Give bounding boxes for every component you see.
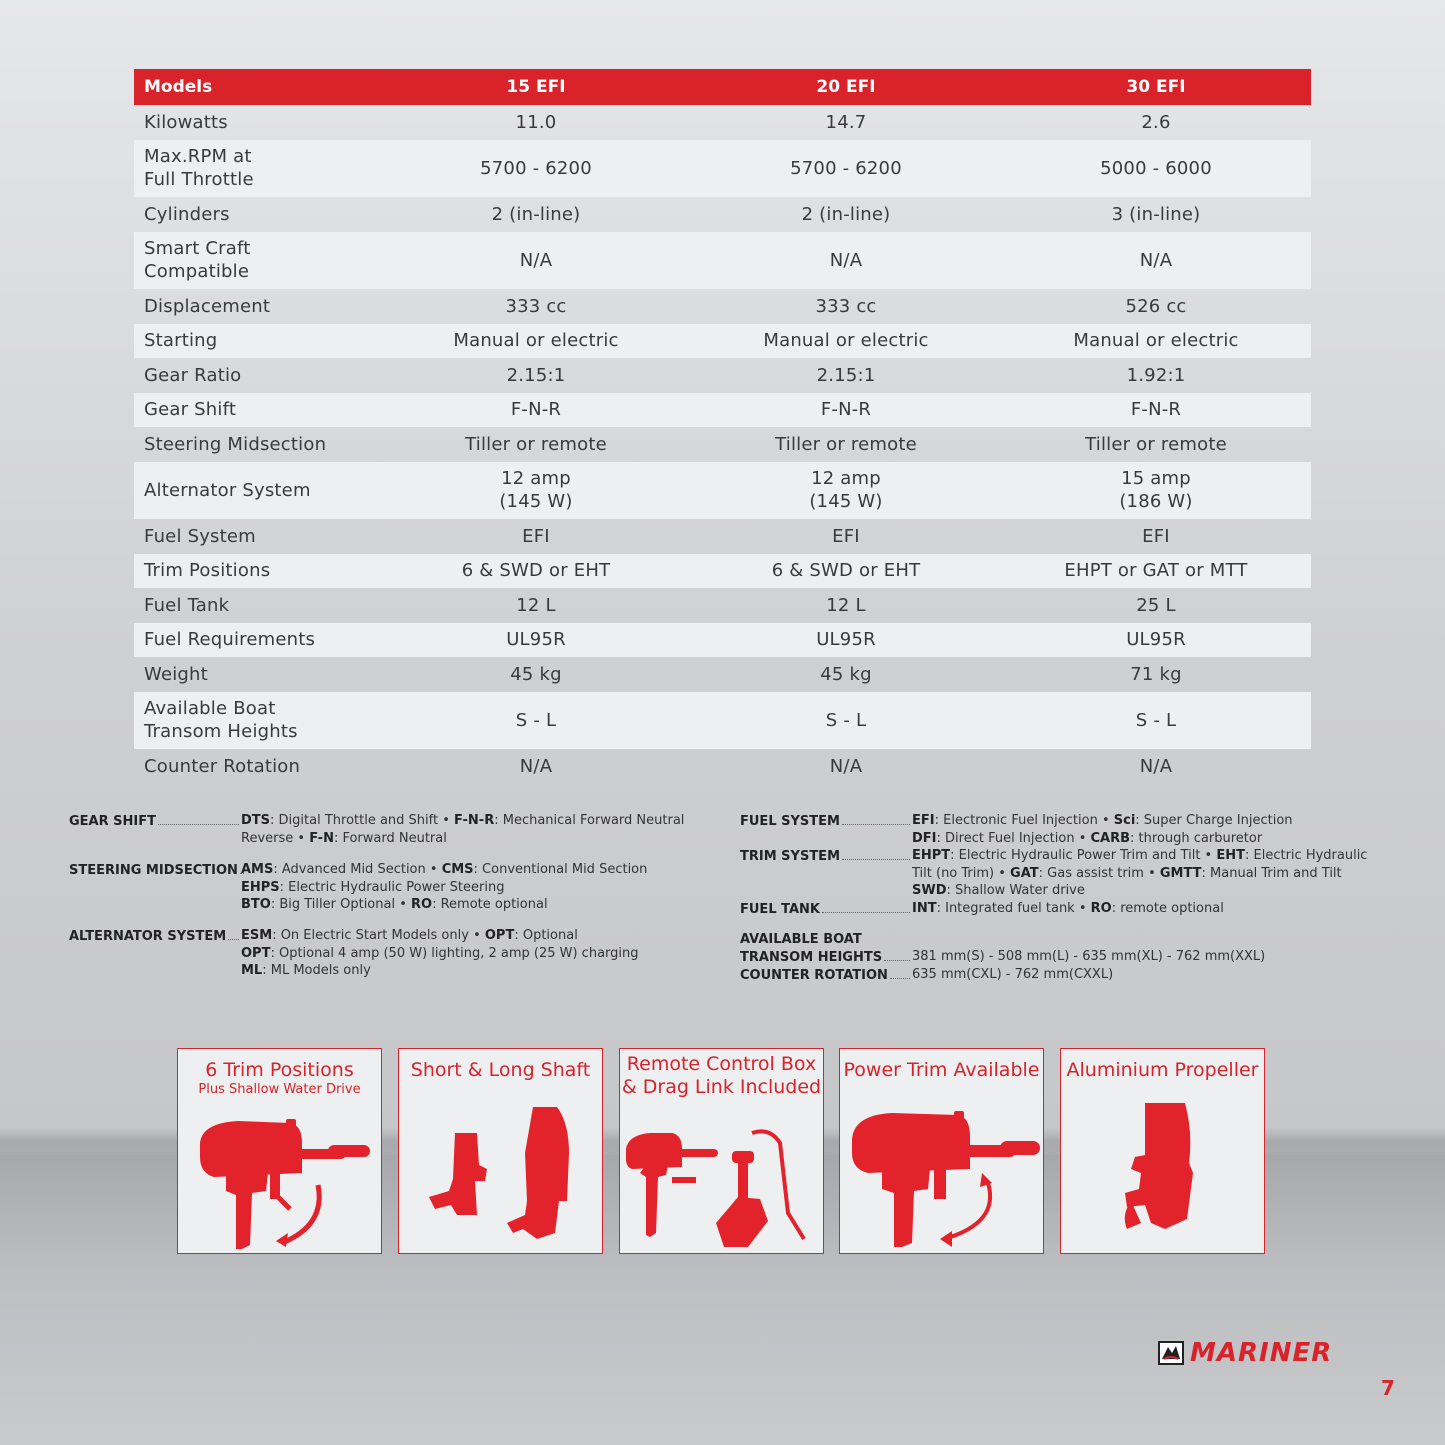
cell-value: 333 cc [505,295,567,317]
glossary-text: Reverse • [241,830,310,846]
cell-value: EFI [522,525,550,547]
cell-value: N/A [1139,755,1173,777]
glossary-text: : Manual Trim and Tilt [1201,865,1342,881]
cell-value: 5000 - 6000 [1001,140,1311,198]
glossary-text: : Integrated fuel tank • [936,901,1091,916]
cell-value: 1.92:1 [1126,364,1186,386]
table-row [134,519,1311,554]
glossary-text: Tilt (no Trim) • [912,865,1011,881]
glossary-abbrev: Sci [1113,813,1136,828]
glossary-line [241,927,639,945]
glossary-line [912,882,1367,900]
glossary-abbrev: EHPT [912,848,951,863]
cell-value: 333 cc [815,295,877,317]
table-row [134,393,1311,428]
feature-remote-control [619,1048,824,1254]
glossary-term-text: ALTERNATOR SYSTEM [69,929,227,944]
glossary-text: : Optional [514,928,578,943]
aluminium-propeller-icon [1061,1093,1264,1253]
cell-value: Manual or electric [691,324,1001,359]
table-row [134,692,1311,750]
glossary-text: : Forward Neutral [333,830,447,846]
cell-value: Tiller or remote [775,433,917,455]
cell-value: 2 (in-line) [801,203,891,225]
table-row [134,324,1311,359]
glossary-abbrev: AMS [241,862,274,877]
cell-value: N/A [1001,232,1311,290]
cell-value: Tiller or remote [465,433,607,455]
table-row [134,554,1311,589]
cell-value: UL95R [691,623,1001,658]
row-label: Max.RPM at Full Throttle [134,140,381,198]
cell-value: 14.7 [825,111,867,133]
cell-value: 12 amp (145 W) [691,462,1001,520]
glossary-definitions [912,812,1293,847]
cell-value: 2.15:1 [816,364,876,386]
cell-value: S - L [691,692,1001,750]
glossary-text: : ML Models only [262,963,371,978]
glossary-line [912,830,1293,848]
table-header-row [134,69,1311,105]
glossary-abbrev: F-N-R [454,813,495,828]
glossary-definitions [912,948,1265,966]
glossary-term [69,861,244,880]
header-20-efi: 20 EFI [691,69,1001,105]
glossary-line [241,962,639,980]
glossary-definitions [241,927,639,980]
trim-positions-outboard-icon [178,1113,381,1253]
glossary-abbrev: DFI [912,830,937,846]
cell-value: EFI [1142,525,1170,547]
feature-title: Aluminium Propeller [1066,1059,1259,1081]
cell-value: 2.6 [1141,111,1171,133]
glossary-abbrev: RO [411,897,433,912]
glossary-line [912,812,1293,830]
glossary-term [69,812,239,831]
glossary-text: : Remote optional [432,897,548,912]
glossary-text: : Optional 4 amp (50 W) lighting, 2 amp (25 W) charging [270,945,639,961]
glossary-abbrev: CMS [441,862,474,877]
leader-dots [842,812,910,825]
glossary-term [740,966,910,985]
glossary-line [241,879,647,897]
table-row [134,140,1311,198]
glossary-text: : Advanced Mid Section • [273,862,442,877]
row-label: Trim Positions [134,554,381,589]
table-row [134,749,1311,784]
cell-value: Tiller or remote [1085,433,1227,455]
cell-value: 71 kg [1130,663,1182,685]
brand-logo [1158,1338,1332,1368]
glossary-abbrev: EHPS [241,879,280,895]
glossary-abbrev: ML [241,963,263,978]
glossary-term [740,812,910,831]
glossary-line [241,812,684,830]
cell-value: N/A [519,755,553,777]
cell-value: N/A [691,232,1001,290]
glossary-line [241,896,647,914]
cell-value: S - L [1001,692,1311,750]
table-row [134,105,1311,140]
leader-dots [822,900,910,913]
glossary-line [912,948,1265,966]
glossary-definitions [912,966,1113,984]
row-label: Counter Rotation [144,755,301,777]
feature-subtitle: Plus Shallow Water Drive [198,1082,361,1097]
glossary-line [241,830,684,848]
mariner-logo-icon [1158,1341,1184,1365]
table-row [134,623,1311,658]
glossary-text: : Conventional Mid Section [473,862,648,877]
cell-value: 6 & SWD or EHT [691,554,1001,589]
glossary-definitions [241,812,684,847]
glossary-term [740,847,910,866]
glossary-text: : Super Charge Injection [1135,813,1293,828]
cell-value: 45 kg [510,663,562,685]
header-models: Models [134,69,381,105]
spec-table [134,69,1311,784]
leader-dots [842,847,910,860]
cell-value: EFI [832,525,860,547]
row-label: Starting [134,324,381,359]
glossary-term [740,900,910,919]
glossary-abbrev: BTO [241,897,271,912]
row-label: Displacement [144,295,271,317]
cell-value: 12 L [516,594,556,616]
page-number: 7 [1381,1376,1395,1400]
glossary-term-text: FUEL TANK [740,902,820,917]
leader-dots [890,966,910,979]
cell-value: Manual or electric [1001,324,1311,359]
glossary-line [912,966,1113,984]
glossary-line [912,900,1224,918]
glossary-abbrev: EFI [912,813,935,828]
glossary-term-text: STEERING MIDSECTION [69,863,238,878]
cell-value: 5700 - 6200 [381,140,691,198]
glossary-text: : Big Tiller Optional • [270,897,412,912]
cell-value: 6 & SWD or EHT [381,554,691,589]
glossary-text: : Electric Hydraulic Power Steering [279,879,505,895]
cell-value: 45 kg [820,663,872,685]
cell-value: UL95R [1001,623,1311,658]
table-row [134,462,1311,520]
cell-value: 25 L [1136,594,1176,616]
cell-value: N/A [381,232,691,290]
glossary-line [912,847,1367,865]
feature-aluminium-propeller [1060,1048,1265,1254]
glossary-definitions [241,861,647,914]
glossary-term-text: TRANSOM HEIGHTS [740,950,883,965]
glossary-text: 381 mm(S) - 508 mm(L) - 635 mm(XL) - 762 mm(XXL) [912,949,1266,964]
glossary-text: : Direct Fuel Injection • [936,830,1091,846]
table-row [134,289,1311,324]
row-label: Fuel System [144,525,256,547]
cell-value: 5700 - 6200 [691,140,1001,198]
cell-value: S - L [381,692,691,750]
cell-value: 3 (in-line) [1111,203,1201,225]
cell-value: F-N-R [381,393,691,428]
row-label: Kilowatts [144,111,228,133]
glossary-abbrev: GAT [1010,865,1039,881]
glossary-abbrev: RO [1090,901,1112,916]
row-label: Available Boat Transom Heights [134,692,381,750]
glossary-line [912,865,1367,883]
row-label: Cylinders [144,203,230,225]
row-label: Fuel Tank [144,594,230,616]
glossary-abbrev: EHT [1216,848,1245,863]
row-label: Weight [144,663,208,685]
glossary-text: : Gas assist trim • [1038,865,1160,881]
feature-title: Power Trim Available [843,1059,1040,1081]
row-label: Steering Midsection [144,433,327,455]
glossary-term [740,948,910,967]
leader-dots [884,948,910,961]
power-trim-outboard-icon [840,1103,1043,1253]
row-label: Gear Ratio [144,364,242,386]
glossary-text: : Mechanical Forward Neutral [494,813,685,828]
cell-value: 15 amp (186 W) [1001,462,1311,520]
feature-power-trim [839,1048,1044,1254]
glossary-term [740,931,862,949]
cell-value: F-N-R [691,393,1001,428]
cell-value: EHPT or GAT or MTT [1001,554,1311,589]
glossary-text: : Electric Hydraulic [1245,848,1368,863]
glossary-line [241,945,639,963]
glossary-text: : remote optional [1111,901,1224,916]
table-row [134,588,1311,623]
glossary-term-text: TRIM SYSTEM [740,849,841,864]
cell-value: 12 L [826,594,866,616]
row-label: Fuel Requirements [134,623,381,658]
glossary-text: : Shallow Water drive [946,883,1085,898]
table-row [134,657,1311,692]
glossary-definitions [912,900,1224,918]
table-row [134,232,1311,290]
glossary-line [241,861,647,879]
cell-value: 2.15:1 [506,364,566,386]
cell-value: 12 amp (145 W) [381,462,691,520]
leader-dots [158,812,239,825]
cell-value: 2 (in-line) [491,203,581,225]
glossary-text: 635 mm(CXL) - 762 mm(CXXL) [912,967,1114,982]
cell-value: F-N-R [1001,393,1311,428]
cell-value: 526 cc [1125,295,1187,317]
glossary-term-text: COUNTER ROTATION [740,968,888,983]
glossary-text: : through carburetor [1130,830,1263,846]
leader-dots [228,927,239,940]
feature-title: Short & Long Shaft [410,1059,591,1081]
glossary-abbrev: OPT [241,945,271,961]
brand-name: MARINER [1190,1338,1333,1368]
glossary-term-text: GEAR SHIFT [69,814,156,829]
short-long-shaft-icon [399,1083,602,1253]
feature-short-long-shaft [398,1048,603,1254]
cell-value: Manual or electric [381,324,691,359]
cell-value: UL95R [381,623,691,658]
glossary-abbrev: ESM [241,928,273,943]
glossary-text: : Electronic Fuel Injection • [934,813,1114,828]
glossary-text: : Electric Hydraulic Power Trim and Tilt • [950,848,1217,863]
feature-title: Remote Control Box & Drag Link Included [621,1053,822,1098]
table-row [134,358,1311,393]
feature-title: 6 Trim Positions [205,1059,354,1081]
table-row [134,197,1311,232]
header-30-efi: 30 EFI [1001,69,1311,105]
row-label: Alternator System [134,462,381,520]
cell-value: 11.0 [515,111,557,133]
glossary-term-text: AVAILABLE BOAT [740,932,862,947]
glossary-abbrev: SWD [912,883,947,898]
header-15-efi: 15 EFI [381,69,691,105]
glossary-abbrev: F-N [309,830,334,846]
glossary-abbrev: OPT [484,928,515,943]
glossary-term [69,927,239,946]
row-label: Gear Shift [134,393,381,428]
glossary-definitions [912,847,1367,900]
glossary-abbrev: GMTT [1159,865,1202,881]
glossary-text: : On Electric Start Models only • [272,928,485,943]
row-label: Smart Craft Compatible [134,232,381,290]
table-row [134,427,1311,462]
cell-value: N/A [829,755,863,777]
glossary-abbrev: DTS [241,813,271,828]
glossary-text: : Digital Throttle and Shift • [270,813,455,828]
glossary-term-text: FUEL SYSTEM [740,814,840,829]
remote-control-box-icon [620,1103,823,1253]
glossary-abbrev: INT [912,901,937,916]
glossary-abbrev: CARB [1090,830,1131,846]
feature-trim-positions [177,1048,382,1254]
